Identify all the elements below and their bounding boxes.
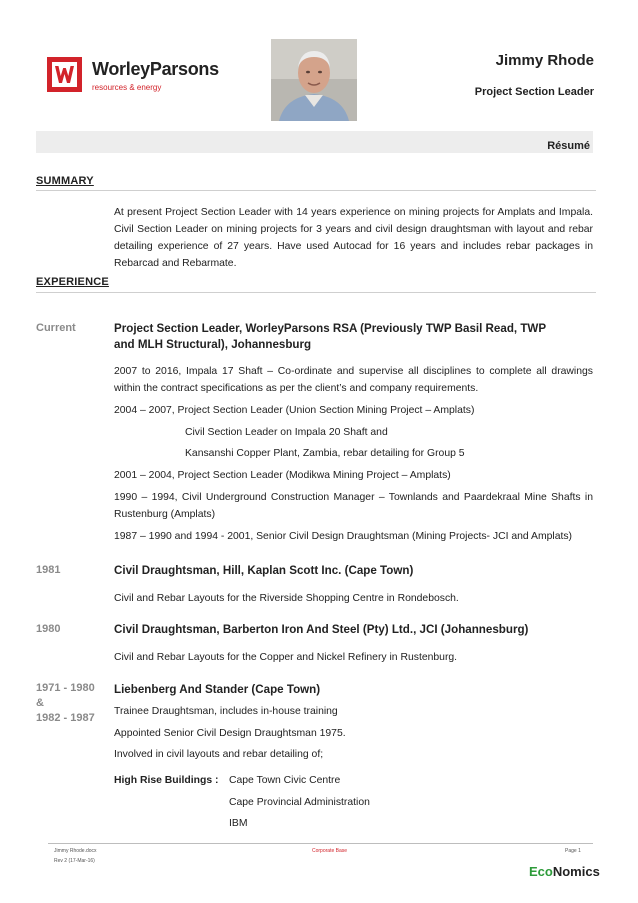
job-title-current-2: and MLH Structural), Johannesburg <box>114 338 312 351</box>
experience-heading: EXPERIENCE <box>36 276 109 288</box>
liebenberg-line-3: Involved in civil layouts and rebar detailing of; <box>114 749 324 760</box>
footer-divider <box>48 843 593 844</box>
date-1980: 1980 <box>36 623 61 635</box>
footer-filename: Jimmy Rhode.docx <box>54 848 97 854</box>
current-detail-2: 2004 – 2007, Project Section Leader (Union Section Mining Project – Amplats) <box>114 405 475 416</box>
building-3: IBM <box>229 818 248 829</box>
building-1: Cape Town Civic Centre <box>229 775 341 786</box>
job-title-current-1: Project Section Leader, WorleyParsons RSA (Previously TWP Basil Read, TWP <box>114 322 547 335</box>
econ-logo <box>529 864 600 879</box>
footer-page: Page 1 <box>565 848 581 854</box>
logo-mark-icon <box>52 62 77 87</box>
company-tagline: resources & energy <box>92 83 162 92</box>
high-rise-label: High Rise Buildings : <box>114 775 219 786</box>
liebenberg-line-2: Appointed Senior Civil Design Draughtsman 1975. <box>114 728 346 739</box>
econ-logo-eco: Eco <box>529 864 553 879</box>
date-ampersand: & <box>36 697 44 709</box>
summary-text: At present Project Section Leader with 14 years experience on mining projects for Amplats and Impala. Civil Section Leader on mining projects for 3 years and civil design draughtsman with layout and rebar detailing experience of 27 years. Have used Autocad for 16 years and includes rebar packages in Rebarcad and Rebarmate. <box>114 207 593 269</box>
resume-band <box>36 131 593 153</box>
summary-divider <box>36 190 596 191</box>
summary-heading: SUMMARY <box>36 175 94 187</box>
current-detail-2b: Kansanshi Copper Plant, Zambia, rebar detailing for Group 5 <box>185 448 465 459</box>
resume-label: Résumé <box>547 140 590 152</box>
company-logo-icon <box>47 57 82 92</box>
job-desc-1980: Civil and Rebar Layouts for the Copper and Nickel Refinery in Rustenburg. <box>114 652 458 663</box>
date-1971-1980: 1971 - 1980 <box>36 682 95 694</box>
building-2: Cape Provincial Administration <box>229 797 370 808</box>
current-detail-5: 1987 – 1990 and 1994 - 2001, Senior Civil Design Draughtsman (Mining Projects- JCI and Amplats) <box>114 531 573 542</box>
current-detail-1: 2007 to 2016, Impala 17 Shaft – Co-ordinate and supervise all disciplines to complete all drawings within the contract specifications as per the client’s and company requirements. <box>114 366 593 394</box>
candidate-name: Jimmy Rhode <box>495 52 594 69</box>
date-current: Current <box>36 322 76 334</box>
job-title-1981: Civil Draughtsman, Hill, Kaplan Scott Inc. (Cape Town) <box>114 564 414 577</box>
current-detail-2a: Civil Section Leader on Impala 20 Shaft and <box>185 427 388 438</box>
experience-divider <box>36 292 596 293</box>
current-detail-4: 1990 – 1994, Civil Underground Construction Manager – Townlands and Paardekraal Mine Shafts in Rustenburg (Amplats) <box>114 492 593 520</box>
profile-photo <box>271 39 357 121</box>
footer-center: Corporate Base <box>312 848 348 854</box>
job-title-liebenberg: Liebenberg And Stander (Cape Town) <box>114 683 321 696</box>
liebenberg-line-1: Trainee Draughtsman, includes in-house training <box>114 706 338 717</box>
date-1981: 1981 <box>36 564 61 576</box>
job-title-1980: Civil Draughtsman, Barberton Iron And Steel (Pty) Ltd., JCI (Johannesburg) <box>114 623 529 636</box>
econ-logo-nomics: Nomics <box>552 864 600 879</box>
company-name: WorleyParsons <box>92 59 219 79</box>
date-1982-1987: 1982 - 1987 <box>36 712 95 724</box>
job-desc-1981: Civil and Rebar Layouts for the Riverside Shopping Centre in Rondebosch. <box>114 593 459 604</box>
current-detail-3: 2001 – 2004, Project Section Leader (Modikwa Mining Project – Amplats) <box>114 470 451 481</box>
footer-revision: Rev 2 (17-Mar-16) <box>54 858 95 864</box>
candidate-role: Project Section Leader <box>474 86 594 98</box>
